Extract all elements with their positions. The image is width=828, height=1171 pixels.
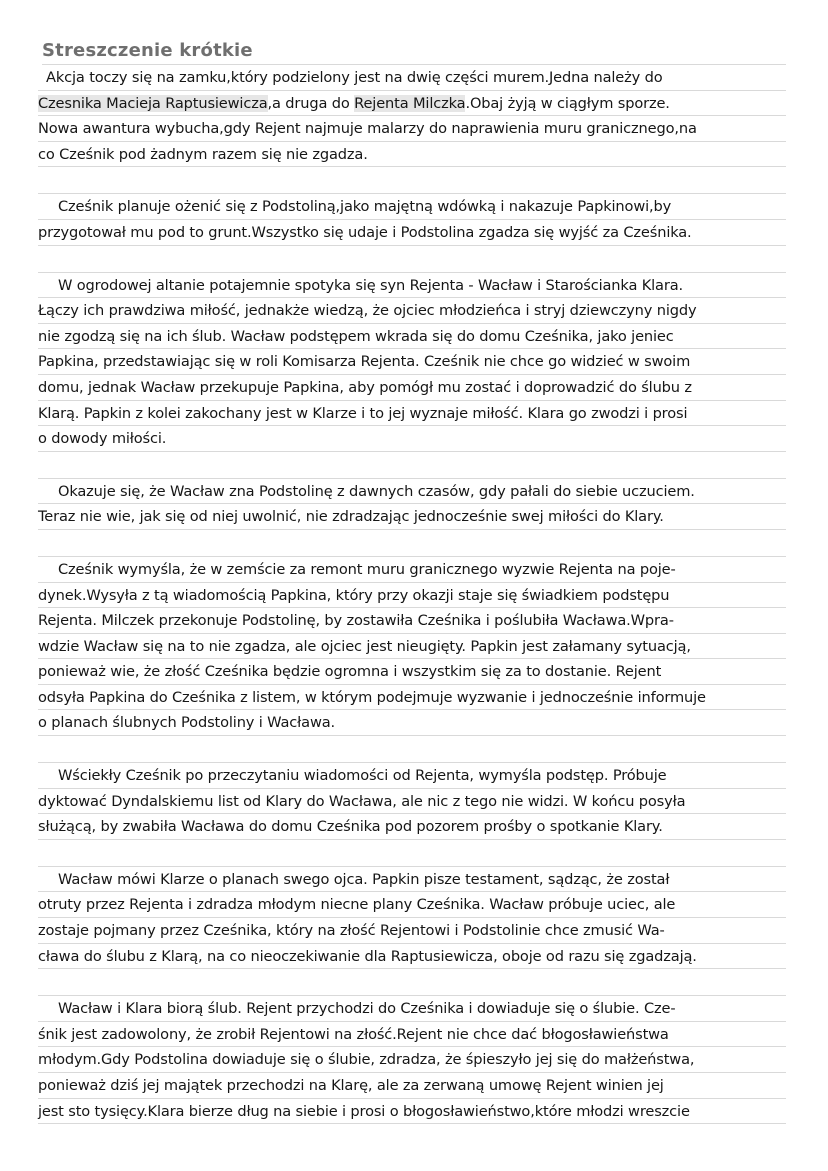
highlighted-text: Czesnika Macieja Raptusiewicza xyxy=(38,94,268,112)
text-line: Wacław mówi Klarze o planach swego ojca. Papkin pisze testament, sądząc, że został xyxy=(38,867,786,893)
text-line: Teraz nie wie, jak się od niej uwolnić, nie zdradzając jednocześnie swej miłości do Klary. xyxy=(38,504,786,530)
text-line: ponieważ wie, że złość Cześnika będzie ogromna i wszystkim się za to dostanie. Rejent xyxy=(38,659,786,685)
text-line: ponieważ dziś jej majątek przechodzi na Klarę, ale za zerwaną umowę Rejent winien jej xyxy=(38,1073,786,1099)
blank-ruled-line xyxy=(38,969,786,996)
text-line: nie zgodzą się na ich ślub. Wacław podstępem wkrada się do domu Cześnika, jako jeniec xyxy=(38,324,786,350)
text-line: otruty przez Rejenta i zdradza młodym niecne plany Cześnika. Wacław próbuje uciec, ale xyxy=(38,892,786,918)
text-line: Papkina, przedstawiając się w roli Komisarza Rejenta. Cześnik nie chce go widzieć w swoim xyxy=(38,349,786,375)
text-line: cława do ślubu z Klarą, na co nieoczekiwanie dla Raptusiewicza, oboje od razu się zgadzają. xyxy=(38,944,786,970)
highlighted-text: Rejenta Milczka xyxy=(354,94,466,112)
text-line: Rejenta. Milczek przekonuje Podstolinę, by zostawiła Cześnika i poślubiła Wacława.Wpra- xyxy=(38,608,786,634)
text-line: wdzie Wacław się na to nie zgadza, ale ojciec jest nieugięty. Papkin jest załamany sytuacją, xyxy=(38,634,786,660)
paragraph-2 xyxy=(38,194,786,245)
text-line: o dowody miłości. xyxy=(38,426,786,452)
text-line: przygotował mu pod to grunt.Wszystko się udaje i Podstolina zgadza się wyjść za Cześnika. xyxy=(38,220,786,246)
text-line: dynek.Wysyła z tą wiadomością Papkina, który przy okazji staje się świadkiem podstępu xyxy=(38,583,786,609)
text-line: jest sto tysięcy.Klara bierze dług na siebie i prosi o błogosławieństwo,które młodzi wreszcie xyxy=(38,1099,786,1125)
text-line: Wacław i Klara biorą ślub. Rejent przychodzi do Cześnika i dowiaduje się o ślubie. Cze- xyxy=(38,996,786,1022)
paragraph-5 xyxy=(38,557,786,736)
blank-ruled-line xyxy=(38,167,786,194)
paragraph-6 xyxy=(38,763,786,840)
text-line: młodym.Gdy Podstolina dowiaduje się o ślubie, zdradza, że śpieszyło jej się do małżeństwa, xyxy=(38,1047,786,1073)
text-line: Akcja toczy się na zamku,który podzielony jest na dwię części murem.Jedna należy do xyxy=(38,65,786,91)
notebook-page xyxy=(38,38,786,1124)
blank-ruled-line xyxy=(38,736,786,763)
paragraph-8 xyxy=(38,996,786,1124)
text-line: odsyła Papkina do Cześnika z listem, w którym podejmuje wyzwanie i jednocześnie informuje xyxy=(38,685,786,711)
page-title: Streszczenie krótkie xyxy=(42,38,786,65)
paragraph-1 xyxy=(38,65,786,167)
text-line: Cześnik wymyśla, że w zemście za remont muru granicznego wyzwie Rejenta na poje- xyxy=(38,557,786,583)
text-line: śnik jest zadowolony, że zrobił Rejentowi na złość.Rejent nie chce dać błogosławieństwa xyxy=(38,1022,786,1048)
paragraph-3 xyxy=(38,273,786,452)
text-line: Łączy ich prawdziwa miłość, jednakże wiedzą, że ojciec młodzieńca i stryj dziewczyny nigdy xyxy=(38,298,786,324)
text-line: Okazuje się, że Wacław zna Podstolinę z dawnych czasów, gdy pałali do siebie uczuciem. xyxy=(38,479,786,505)
text-line: o planach ślubnych Podstoliny i Wacława. xyxy=(38,710,786,736)
text-line: co Cześnik pod żadnym razem się nie zgadza. xyxy=(38,142,786,168)
text-line: Klarą. Papkin z kolei zakochany jest w Klarze i to jej wyznaje miłość. Klara go zwodzi i prosi xyxy=(38,401,786,427)
blank-ruled-line xyxy=(38,452,786,479)
paragraph-7 xyxy=(38,867,786,969)
text-line: służącą, by zwabiła Wacława do domu Cześnika pod pozorem prośby o spotkanie Klary. xyxy=(38,814,786,840)
text-line: Nowa awantura wybucha,gdy Rejent najmuje malarzy do naprawienia muru granicznego,na xyxy=(38,116,786,142)
text-span: .Obaj żyją w ciągłym sporze. xyxy=(465,94,670,112)
text-line: Wściekły Cześnik po przeczytaniu wiadomości od Rejenta, wymyśla podstęp. Próbuje xyxy=(38,763,786,789)
text-line: domu, jednak Wacław przekupuje Papkina, aby pomógł mu zostać i doprowadzić do ślubu z xyxy=(38,375,786,401)
blank-ruled-line xyxy=(38,246,786,273)
text-line: dyktować Dyndalskiemu list od Klary do Wacława, ale nic z tego nie widzi. W końcu posyła xyxy=(38,789,786,815)
blank-ruled-line xyxy=(38,530,786,557)
blank-ruled-line xyxy=(38,840,786,867)
text-line: Cześnik planuje ożenić się z Podstoliną,jako majętną wdówką i nakazuje Papkinowi,by xyxy=(38,194,786,220)
text-line xyxy=(38,91,786,117)
text-line: W ogrodowej altanie potajemnie spotyka się syn Rejenta - Wacław i Starościanka Klara. xyxy=(38,273,786,299)
text-line: zostaje pojmany przez Cześnika, który na złość Rejentowi i Podstolinie chce zmusić Wa- xyxy=(38,918,786,944)
paragraph-4 xyxy=(38,479,786,530)
text-span: ,a druga do xyxy=(267,94,355,112)
